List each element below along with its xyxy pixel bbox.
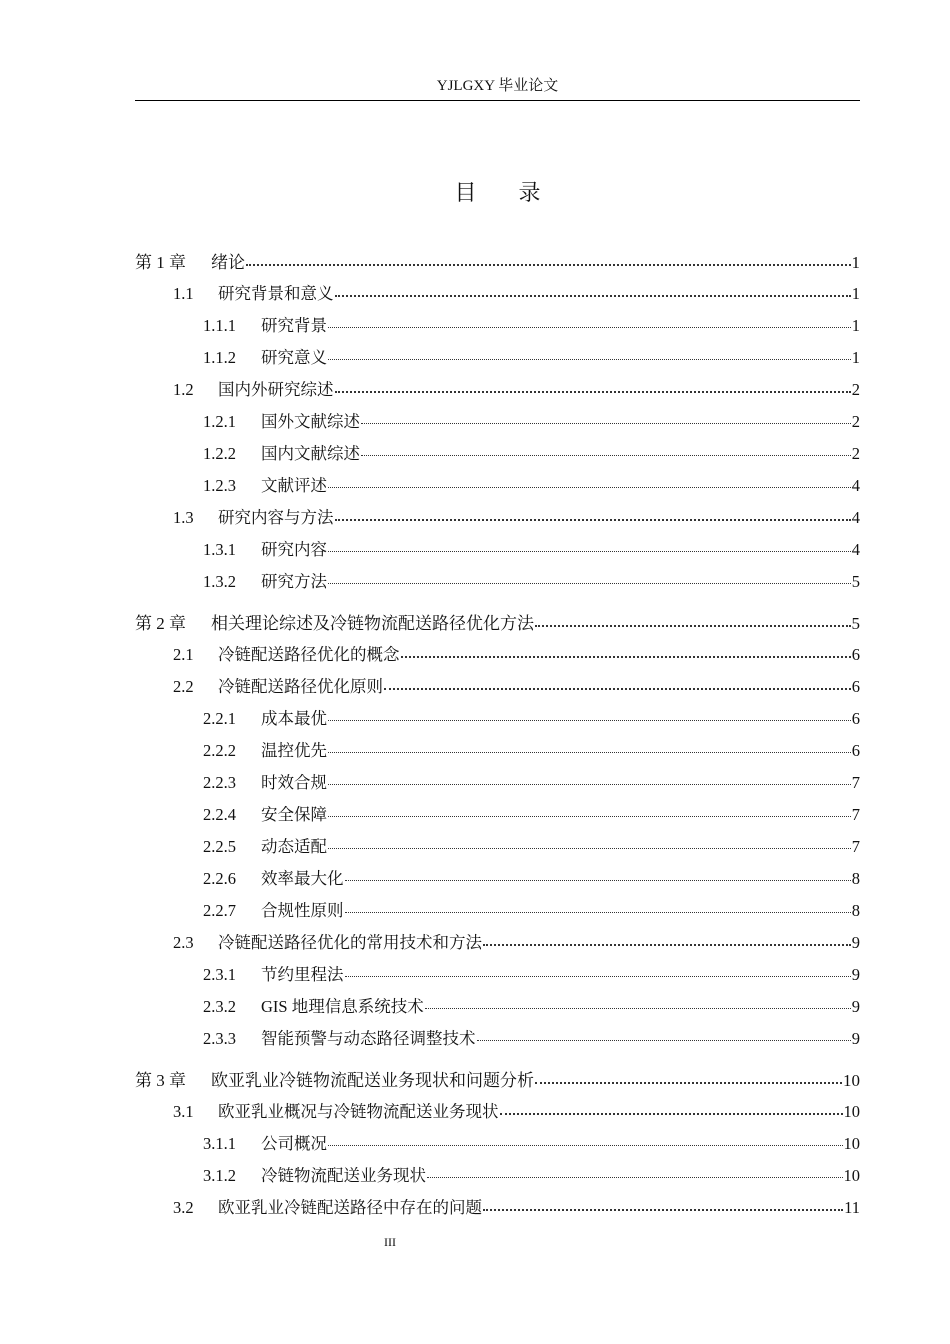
toc-entry-label: 节约里程法 <box>261 965 344 984</box>
toc-leader-dots <box>328 816 851 817</box>
toc-entry-label: 公司概况 <box>261 1134 327 1153</box>
toc-leader-dots <box>328 583 851 584</box>
toc-entry[interactable] <box>135 737 860 761</box>
toc-entry-label: 研究方法 <box>261 572 327 591</box>
toc-entry-page: 7 <box>851 805 860 824</box>
page-header: YJLGXY 毕业论文 <box>436 78 559 94</box>
toc-entry-page: 7 <box>851 837 860 856</box>
toc-entry-label: 冷链配送路径优化原则 <box>218 677 383 696</box>
toc-entry-page: 6 <box>851 741 860 760</box>
toc-entry[interactable] <box>135 536 860 560</box>
toc-entry-label: 智能预警与动态路径调整技术 <box>261 1029 476 1048</box>
toc-entry-number: 2.2 <box>173 677 194 696</box>
toc-entry-number: 1.1 <box>173 284 194 303</box>
toc-title-left: 目 <box>454 181 477 206</box>
toc-leader-dots <box>335 519 851 521</box>
toc-entry-page: 7 <box>851 773 860 792</box>
toc-entry-number: 3.1 <box>173 1102 194 1121</box>
toc-leader-dots <box>328 551 851 552</box>
toc-entry-number: 3.1.1 <box>203 1134 236 1153</box>
toc-entry-page: 2 <box>851 380 860 399</box>
toc-entry[interactable] <box>135 504 860 528</box>
toc-entry-number: 2.3.2 <box>203 997 236 1016</box>
toc-entry-page: 6 <box>851 645 860 664</box>
toc-entry[interactable] <box>135 865 860 889</box>
toc-entry-page: 1 <box>851 348 860 367</box>
toc-entry-label: 国内外研究综述 <box>218 380 334 399</box>
toc-entry-label: 研究内容 <box>261 540 327 559</box>
toc-leader-dots <box>335 295 851 297</box>
toc-entry[interactable] <box>135 1162 860 1186</box>
toc-entry[interactable] <box>135 1098 860 1122</box>
toc-entry[interactable] <box>135 472 860 496</box>
toc-entry-label: 绪论 <box>211 253 245 273</box>
toc-entry-number: 第 1 章 <box>135 253 186 272</box>
toc-entry-page: 6 <box>851 709 860 728</box>
toc-entry-page: 9 <box>851 933 860 952</box>
toc-entry[interactable] <box>135 248 860 272</box>
toc-entry-label: 欧亚乳业概况与冷链物流配送业务现状 <box>218 1102 499 1121</box>
toc-entry-label: 安全保障 <box>261 805 327 824</box>
toc-entry[interactable] <box>135 833 860 857</box>
toc-entry-label: 冷链配送路径优化的概念 <box>218 645 400 664</box>
toc-entry[interactable] <box>135 1025 860 1049</box>
toc-entry-page: 5 <box>851 572 860 591</box>
header-rule <box>135 100 860 101</box>
toc-entry[interactable] <box>135 1194 860 1218</box>
toc-entry-number: 1.3 <box>173 508 194 527</box>
toc-leader-dots <box>335 391 851 393</box>
toc-entry[interactable] <box>135 440 860 464</box>
toc-entry-label: 效率最大化 <box>261 869 344 888</box>
toc-entry-label: 相关理论综述及冷链物流配送路径优化方法 <box>211 614 534 634</box>
toc-entry[interactable] <box>135 801 860 825</box>
toc-entry[interactable] <box>135 376 860 400</box>
toc-leader-dots <box>328 720 851 721</box>
toc-entry-page: 4 <box>851 540 860 559</box>
toc-entry-label: 冷链配送路径优化的常用技术和方法 <box>218 933 482 952</box>
toc-entry[interactable] <box>135 993 860 1017</box>
toc-entry-number: 1.2.3 <box>203 476 236 495</box>
toc-entry[interactable] <box>135 961 860 985</box>
toc-leader-dots <box>483 944 851 946</box>
toc-entry-number: 2.2.3 <box>203 773 236 792</box>
toc-entry-label: 研究背景 <box>261 316 327 335</box>
toc-entry-number: 1.3.2 <box>203 572 236 591</box>
toc-leader-dots <box>427 1177 843 1178</box>
toc-entry[interactable] <box>135 568 860 592</box>
toc-entry-page: 8 <box>851 901 860 920</box>
toc-entry-number: 2.3.1 <box>203 965 236 984</box>
toc-entry-number: 2.2.5 <box>203 837 236 856</box>
toc-entry-number: 1.2.2 <box>203 444 236 463</box>
toc-entry-page: 4 <box>851 476 860 495</box>
toc-entry[interactable] <box>135 641 860 665</box>
toc-entry-label: 欧亚乳业冷链物流配送业务现状和问题分析 <box>211 1071 534 1091</box>
toc-entry-number: 1.3.1 <box>203 540 236 559</box>
toc-entry-label: 冷链物流配送业务现状 <box>261 1166 426 1185</box>
toc-leader-dots <box>535 625 851 627</box>
toc-entry-page: 1 <box>851 253 860 272</box>
toc-leader-dots <box>328 327 851 328</box>
toc-entry-page: 11 <box>844 1198 860 1217</box>
toc-title <box>135 178 860 210</box>
toc-entry-page: 10 <box>843 1166 860 1185</box>
toc-entry-page: 10 <box>843 1071 860 1090</box>
toc-entry-label: 国外文献综述 <box>261 412 360 431</box>
toc-entry-page: 10 <box>843 1102 860 1121</box>
toc-entry-label: GIS 地理信息系统技术 <box>261 997 424 1016</box>
toc-entry-number: 1.2 <box>173 380 194 399</box>
toc-entry[interactable] <box>135 312 860 336</box>
toc-leader-dots <box>401 656 851 658</box>
toc-entry-number: 2.1 <box>173 645 194 664</box>
toc-entry-label: 合规性原则 <box>261 901 344 920</box>
toc-leader-dots <box>345 912 851 913</box>
toc-leader-dots <box>328 487 851 488</box>
toc-entry[interactable] <box>135 408 860 432</box>
toc-entry[interactable] <box>135 344 860 368</box>
toc-entry[interactable] <box>135 673 860 697</box>
toc-leader-dots <box>345 880 851 881</box>
toc-leader-dots <box>328 359 851 360</box>
toc-leader-dots <box>246 264 851 266</box>
toc-entry-page: 1 <box>851 316 860 335</box>
toc-entry[interactable] <box>135 280 860 304</box>
toc-entry[interactable] <box>135 769 860 793</box>
toc-entry-number: 2.2.6 <box>203 869 236 888</box>
toc-title-right: 录 <box>518 181 541 206</box>
toc-entry-number: 2.3.3 <box>203 1029 236 1048</box>
toc-entry-number: 1.1.2 <box>203 348 236 367</box>
toc-entry-number: 3.2 <box>173 1198 194 1217</box>
toc-entry-number: 3.1.2 <box>203 1166 236 1185</box>
toc-leader-dots <box>477 1040 851 1041</box>
toc-leader-dots <box>345 976 851 977</box>
toc-entry[interactable] <box>135 929 860 953</box>
toc-leader-dots <box>384 688 851 690</box>
toc-entry-label: 研究意义 <box>261 348 327 367</box>
toc-entry-page: 9 <box>851 965 860 984</box>
page-number: III <box>384 1235 396 1249</box>
toc-leader-dots <box>500 1113 843 1115</box>
toc-leader-dots <box>483 1209 843 1211</box>
toc-entry[interactable] <box>135 705 860 729</box>
toc-entry-label: 研究内容与方法 <box>218 508 334 527</box>
toc-entry-number: 2.2.2 <box>203 741 236 760</box>
toc-entry[interactable] <box>135 897 860 921</box>
toc-leader-dots <box>328 784 851 785</box>
toc-entry-number: 2.3 <box>173 933 194 952</box>
toc-entry[interactable] <box>135 609 860 633</box>
toc-leader-dots <box>328 752 851 753</box>
toc-entry-number: 2.2.4 <box>203 805 236 824</box>
toc-entry-page: 2 <box>851 412 860 431</box>
toc-entry-label: 温控优先 <box>261 741 327 760</box>
toc-entry-page: 9 <box>851 997 860 1016</box>
toc-entry-label: 文献评述 <box>261 476 327 495</box>
toc-entry-label: 研究背景和意义 <box>218 284 334 303</box>
toc-leader-dots <box>328 848 851 849</box>
toc-leader-dots <box>328 1145 843 1146</box>
toc-leader-dots <box>535 1082 842 1084</box>
toc-entry-label: 时效合规 <box>261 773 327 792</box>
toc-entry-page: 2 <box>851 444 860 463</box>
toc-entry-label: 动态适配 <box>261 837 327 856</box>
toc-entry-label: 欧亚乳业冷链配送路径中存在的问题 <box>218 1198 482 1217</box>
toc-entry-page: 10 <box>843 1134 860 1153</box>
toc-entry[interactable] <box>135 1066 860 1090</box>
toc-entry-page: 9 <box>851 1029 860 1048</box>
toc-entry[interactable] <box>135 1130 860 1154</box>
toc-leader-dots <box>361 455 851 456</box>
toc-entry-page: 5 <box>851 614 860 633</box>
toc-entry-number: 2.2.1 <box>203 709 236 728</box>
toc-entry-page: 6 <box>851 677 860 696</box>
toc-entry-label: 国内文献综述 <box>261 444 360 463</box>
toc-entry-page: 4 <box>851 508 860 527</box>
toc-entry-number: 1.2.1 <box>203 412 236 431</box>
toc-entry-page: 8 <box>851 869 860 888</box>
toc-entry-number: 第 2 章 <box>135 614 186 633</box>
toc-leader-dots <box>425 1008 851 1009</box>
toc-entry-number: 2.2.7 <box>203 901 236 920</box>
toc-entry-number: 1.1.1 <box>203 316 236 335</box>
toc-leader-dots <box>361 423 851 424</box>
toc-entry-page: 1 <box>851 284 860 303</box>
toc-entry-number: 第 3 章 <box>135 1071 186 1090</box>
toc-entry-label: 成本最优 <box>261 709 327 728</box>
